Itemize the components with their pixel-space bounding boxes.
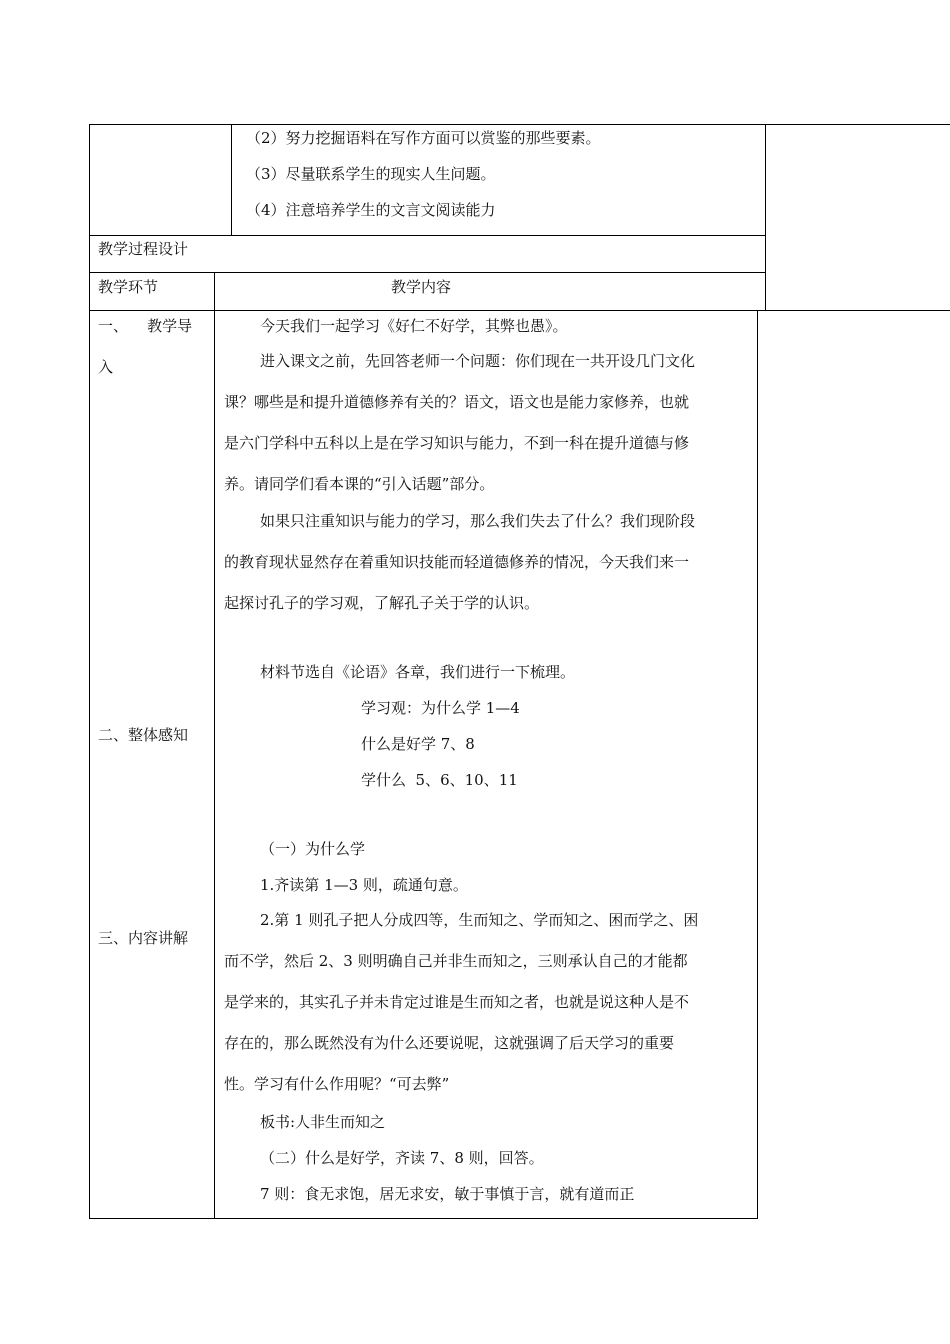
top-line-4: （4）注意培养学生的文言文阅读能力 xyxy=(246,201,496,219)
section-1-title: （一）为什么学 xyxy=(260,840,366,858)
stage-intro-cont: 入 xyxy=(98,358,114,376)
content-p4: 材料节选自《论语》各章，我们进行一下梳理。 xyxy=(260,663,576,681)
stage-content-explain: 三、内容讲解 xyxy=(98,929,189,947)
outline-item: 学习观：为什么学 1—4 xyxy=(361,699,520,717)
table-border xyxy=(89,235,766,236)
header-content: 教学内容 xyxy=(391,278,452,296)
table-border xyxy=(89,310,950,311)
section-2-item-7: 7 则：食无求饱，居无求安，敏于事慎于言，就有道而正 xyxy=(260,1185,635,1203)
table-border xyxy=(757,310,758,1219)
table-border xyxy=(89,1218,758,1219)
content-p3-line: 的教育现状显然存在着重知识技能而轻道德修养的情况，今天我们来一 xyxy=(224,553,690,571)
section-1-item-2-line: 而不学，然后 2、3 则明确自己并非生而知之，三则承认自己的才能都 xyxy=(224,952,688,970)
stage-intro: 一、 教学导 xyxy=(98,317,193,335)
table-border xyxy=(214,272,215,1219)
section-1-item-2-line: 2.第 1 则孔子把人分成四等，生而知之、学而知之、困而学之、困 xyxy=(260,911,699,929)
content-p3-line: 如果只注重知识与能力的学习，那么我们失去了什么？我们现阶段 xyxy=(260,512,696,530)
content-p3-line: 起探讨孔子的学习观，了解孔子关于学的认识。 xyxy=(224,594,540,612)
content-p2-line: 进入课文之前，先回答老师一个问题：你们现在一共开设几门文化 xyxy=(260,352,696,370)
section-1-item-2-line: 存在的，那么既然没有为什么还要说呢，这就强调了后天学习的重要 xyxy=(224,1034,675,1052)
stage-overall: 二、整体感知 xyxy=(98,726,189,744)
top-line-2: （2）努力挖掘语料在写作方面可以赏鉴的那些要素。 xyxy=(246,129,601,147)
process-title: 教学过程设计 xyxy=(98,240,189,258)
table-border xyxy=(89,124,950,125)
content-p2-line: 是六门学科中五科以上是在学习知识与能力，不到一科在提升道德与修 xyxy=(224,434,690,452)
board-note: 板书:人非生而知之 xyxy=(260,1113,386,1131)
content-p2-line: 课？哪些是和提升道德修养有关的？语文，语文也是能力家修养，也就 xyxy=(224,393,690,411)
section-2-title: （二）什么是好学，齐读 7、8 则，回答。 xyxy=(260,1149,544,1167)
table-border xyxy=(89,272,766,273)
table-border xyxy=(765,124,766,311)
outline-item: 学什么 5、6、10、11 xyxy=(361,771,518,789)
top-line-3: （3）尽量联系学生的现实人生问题。 xyxy=(246,165,496,183)
content-p1: 今天我们一起学习《好仁不好学，其弊也愚》。 xyxy=(260,317,568,335)
table-border xyxy=(89,124,90,1219)
header-stage: 教学环节 xyxy=(98,278,159,296)
section-1-item-2-line: 是学来的，其实孔子并未肯定过谁是生而知之者，也就是说这种人是不 xyxy=(224,993,690,1011)
content-p2-line: 养。请同学们看本课的“引入话题”部分。 xyxy=(224,475,495,493)
outline-item: 什么是好学 7、8 xyxy=(361,735,475,753)
section-1-item-1: 1.齐读第 1—3 则，疏通句意。 xyxy=(260,876,468,894)
table-border xyxy=(231,124,232,236)
section-1-item-2-line: 性。学习有什么作用呢？“可去弊” xyxy=(224,1075,450,1093)
